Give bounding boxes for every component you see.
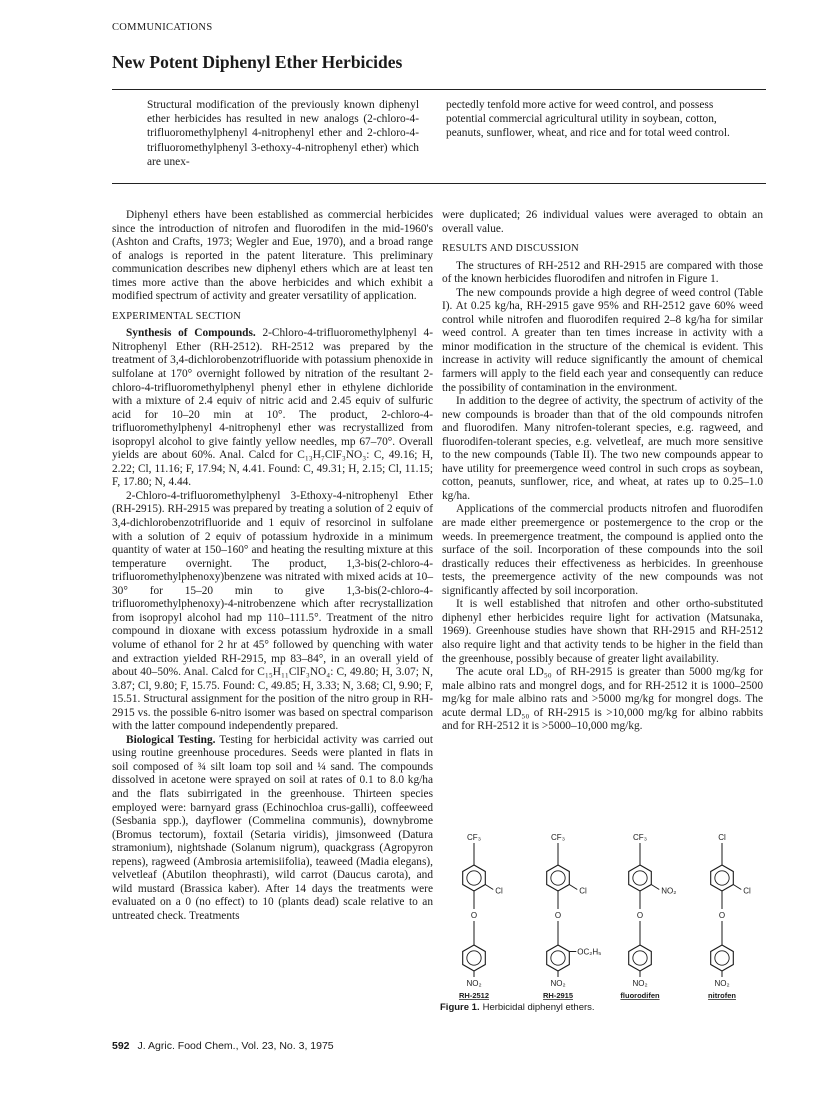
results-paragraph-5: It is well established that nitrofen and other ortho-substituted diphenyl ether herbicides require light for activation (Matsunaka, 1969). Greenhouse studies have shown that RH-2915 and RH-2512 also require light and that activity tends to be higher in the field than the greenhouse, possibly because of greater light availability. <box>442 598 763 665</box>
fluorodifen-label: fluorodifen <box>620 991 660 1000</box>
fluorodifen-lower-ring <box>629 945 652 971</box>
section-tag: COMMUNICATIONS <box>112 22 213 33</box>
figure-label: Figure 1. <box>440 1002 480 1013</box>
journal-citation: J. Agric. Food Chem., Vol. 23, No. 3, 1975 <box>137 1040 334 1052</box>
rh-2915-lower-ring-aromatic <box>551 951 565 965</box>
rh-2512-lower-ring <box>463 945 486 971</box>
right-column <box>442 209 763 734</box>
rh-2512-label: RH-2512 <box>458 991 490 1000</box>
rh-2915-upper-ring-aromatic <box>551 871 565 885</box>
nitrofen-ether-oxygen: O <box>718 911 726 920</box>
left-column <box>112 209 433 923</box>
figure-caption-text: Herbicidal diphenyl ethers. <box>482 1002 595 1013</box>
rh-2512-upper-ring-aromatic <box>467 871 481 885</box>
rh-2915-extra-substituent: OC₂H₅ <box>577 947 602 957</box>
fluorodifen-top-substituent: CF₃ <box>633 833 647 842</box>
nitrofen-top-substituent: Cl <box>718 833 726 842</box>
rh-2915-side-bond <box>569 885 577 890</box>
abstract-left: Structural modification of the previously known diphenyl ether herbicides has resulted in new analogs (2-chloro-4-trifluoromethylphenyl 4-nitrophenyl ether and 2-chloro-4-trifluoromethylphenyl 3-ethoxy-4-nitrophenyl ether) which are unex- <box>147 99 419 168</box>
fluorodifen-upper-ring-aromatic <box>633 871 647 885</box>
results-paragraph-2: The new compounds provide a high degree of weed control (Table I). At 0.25 kg/ha, RH-2915 gave 95% and RH-2512 gave 60% weed control while nitrofen and fluorodifen required 2–8 kg/ha for similar weed control. A greater than ten times increase in activity with a minor modification in the structure of the chemical is evident. This increase in activity will reduce significantly the amount of chemical farmers will apply to the field each year and consequently can reduce the possibility of contamination in the environment. <box>442 286 763 394</box>
article-title: New Potent Diphenyl Ether Herbicides <box>112 52 403 72</box>
synthesis-paragraph <box>112 327 433 490</box>
rh-2512-top-substituent: CF₃ <box>467 833 481 842</box>
abstract-rule <box>112 183 766 184</box>
nitrofen-lower-ring <box>711 945 734 971</box>
bio-heading: Biological Testing. <box>126 733 216 746</box>
fluorodifen-side-substituent: NO₂ <box>661 886 677 896</box>
rh-2915-label: RH-2915 <box>542 991 574 1000</box>
fluorodifen-upper-ring <box>629 865 652 891</box>
results-paragraph-1: The structures of RH-2512 and RH-2915 are compared with those of the known herbicides fluorodifen and nitrofen in Figure 1. <box>442 259 763 286</box>
nitrofen-upper-ring <box>711 865 734 891</box>
experimental-heading: EXPERIMENTAL SECTION <box>112 310 241 322</box>
figure-caption <box>440 1002 595 1013</box>
rh-2915-upper-ring <box>547 865 570 891</box>
structures-diagram <box>440 832 766 1000</box>
intro-paragraph: Diphenyl ethers have been established as commercial herbicides since the introduction of nitrofen and fluorodifen in the mid-1960's (Ashton and Crafts, 1973; Wegler and Eue, 1970), and a broad range of analogs is reported in the patent literature. This preliminary communication describes new diphenyl ethers which are at least ten times more active than the above herbicides and which exhibit a modified spectrum of activity and greater versatility of application. <box>112 209 433 303</box>
rh-2915-top-substituent: CF₃ <box>551 833 565 842</box>
fluorodifen-lower-ring-aromatic <box>633 951 647 965</box>
rh-2915-ether-oxygen: O <box>554 911 562 920</box>
rh-2512-lower-ring-aromatic <box>467 951 481 965</box>
results-paragraph-3: In addition to the degree of activity, the spectrum of activity of the new compounds is broader than that of the old compounds nitrofen and fluorodifen. Many nitrofen-tolerant species, e.g. ragweed, and fluorodifen-tolerant species, e.g. velvetleaf, are much more sensitive to the new compounds (Table II). The two new compounds appear to have utility for preemergence weed control in such crops as soybean, cotton, peanuts, sunflower, rice, and wheat, at rates up to 0.25–1.0 kg/ha. <box>442 395 763 502</box>
rh-2512-upper-ring <box>463 865 486 891</box>
bio-text: Testing for herbicidal activity was carried out using routine greenhouse procedures. Seeds were planted in flats in soil composed of ¾ silt loam top soil and ¼ sand. The compounds dissolved in acetone were sprayed on soil at rates of 0.1 to 8.0 kg/ha and the flats subirrigated in the greenhouse. Thirteen species employed were: barnyard grass (Echinochloa crus-galli), coffeeweed (Sesbania spp.), dayflower (Commelina communis), downybrome (Bromus tectorum), foxtail (Setaria viridis), jimsonweed (Datura stramonium), nightshade (Solanum nigrum), quackgrass (Agropyron repens), ragweed (Ambrosia artemisiifolia), teaweed (Madia elegans), velvetleaf (Abutilon theophrasti), wild carrot (Daucus carota), and wild mustard (Brassica kaber). After 14 days the treatments were evaluated on a 0 (no effect) to 10 (plants dead) scale relative to an untreated check. Treatments <box>112 733 433 922</box>
page-footer <box>112 1040 334 1052</box>
rh-2512-bottom-substituent: NO₂ <box>466 979 482 988</box>
results-paragraph-4: Applications of the commercial products nitrofen and fluorodifen are made either preemergence or postemergence to the crop or the weeds. In preemergence treatment, the compound is applied onto the surface of the soil. Incorporation of these compounds into the soil drastically reduces their effectiveness as herbicides. In greenhouse tests, the preemergence activity of the new compounds was not significantly affected by soil incorporation. <box>442 503 763 597</box>
rh-2512-ether-oxygen: O <box>470 911 478 920</box>
nitrofen-side-substituent: Cl <box>743 886 751 896</box>
fluorodifen-bottom-substituent: NO₂ <box>632 979 648 988</box>
rh2915-paragraph: 2-Chloro-4-trifluoromethylphenyl 3-Ethoxy-4-nitrophenyl Ether (RH-2915). RH-2915 was prepared by treating a solution of 2 equiv of 3,4-dichlorobenzotrifluoride and 1 equiv of resorcinol in sulfolane with a solution of 2 equiv of potassium hydroxide in a minimum quantity of water at 150–160° and heating the resulting mixture at this temperature overnight. The product, 1,3-bis(2-chloro-4-trifluoromethylphenoxy)benzene was nitrated with mixed acids at 10–30° for 15–20 min to give 1,3-bis(2-chloro-4-trifluoromethylphenoxy)-4-nitrobenzene which after recrystallization from isopropyl alcohol had mp 110–111.5°. Treatment of the nitro compound in dioxane with excess potassium hydroxide in a small volume of ethanol for 2 hr at 45° followed by quenching with water and extraction yielded RH-2915, mp 83–84°, in an overall yield of about 40–50%. Anal. Calcd for C₁₅H₁₁ClF₃NO₄: C, 49.80; H, 3.07; N, 3.87; Cl, 9.80; F, 15.75. Found: C, 49.85; H, 3.33; N, 3.68; Cl, 9.90; F, 15.51. Structural assignment for the position of the nitro group in RH-2915 vs. the possible 6-nitro isomer was based on spectral comparison with the latter compound independently prepared. <box>112 489 433 733</box>
continuation-paragraph: were duplicated; 26 individual values were averaged to obtain an overall value. <box>442 209 763 235</box>
rh-2915-bottom-substituent: NO₂ <box>550 979 566 988</box>
rh-2915-side-substituent: Cl <box>579 886 587 896</box>
nitrofen-bottom-substituent: NO₂ <box>714 979 730 988</box>
fluorodifen-ether-oxygen: O <box>636 911 644 920</box>
results-heading: RESULTS AND DISCUSSION <box>442 243 579 255</box>
fluorodifen-side-bond <box>651 885 659 890</box>
abstract-right: pectedly tenfold more active for weed control, and possess potential commercial agricultural utility in soybean, cotton, peanuts, sunflower, wheat, and rice and for total weed control. <box>446 99 730 140</box>
top-rule <box>112 89 766 90</box>
nitrofen-side-bond <box>733 885 741 890</box>
results-paragraph-6: The acute oral LD₅₀ of RH-2915 is greater than 5000 mg/kg for male albino rats and mongrel dogs, and for RH-2512 it is 1000–2500 mg/kg for male albino rats and >5000 mg/kg for mongrel dogs. The acute dermal LD₅₀ of RH-2915 is >10,000 mg/kg for albino rabbits and for RH-2512 it is >5000–10,000 mg/kg. <box>442 666 763 733</box>
bio-paragraph <box>112 734 433 924</box>
synthesis-heading: Synthesis of Compounds. <box>126 327 256 340</box>
nitrofen-lower-ring-aromatic <box>715 951 729 965</box>
figure-1 <box>440 832 766 1022</box>
nitrofen-label: nitrofen <box>708 991 736 1000</box>
nitrofen-upper-ring-aromatic <box>715 871 729 885</box>
rh-2512-side-substituent: Cl <box>495 886 503 896</box>
rh-2915-lower-ring <box>547 945 570 971</box>
rh-2512-side-bond <box>485 885 493 890</box>
page-number: 592 <box>112 1040 130 1052</box>
synthesis-text: 2-Chloro-4-trifluoromethylphenyl 4-Nitrophenyl Ether (RH-2512). RH-2512 was prepared by the treatment of 3,4-dichlorobenzotrifluoride with potassium phenoxide in sulfolane at 170° overnight followed by nitration of the resultant 2-chloro-4-trifluoromethylphenyl phenyl ether in ethylene dichloride with a mixture of 2.4 equiv of nitric acid and 2.45 equiv of sulfuric acid for 10–20 min at 10°. The product, 2-chloro-4-trifluoromethylphenyl 4-nitrophenyl ether was recrystallized from isopropyl alcohol to give faintly yellow needles, mp 67–70°. Overall yields are about 60%. Anal. Calcd for C₁₃H₇ClF₃NO₃: C, 49.16; H, 2.22; Cl, 11.16; F, 17.94; N, 4.41. Found: C, 49.31; H, 2.15; Cl, 11.15; F, 17.80; N, 4.44. <box>112 327 434 489</box>
